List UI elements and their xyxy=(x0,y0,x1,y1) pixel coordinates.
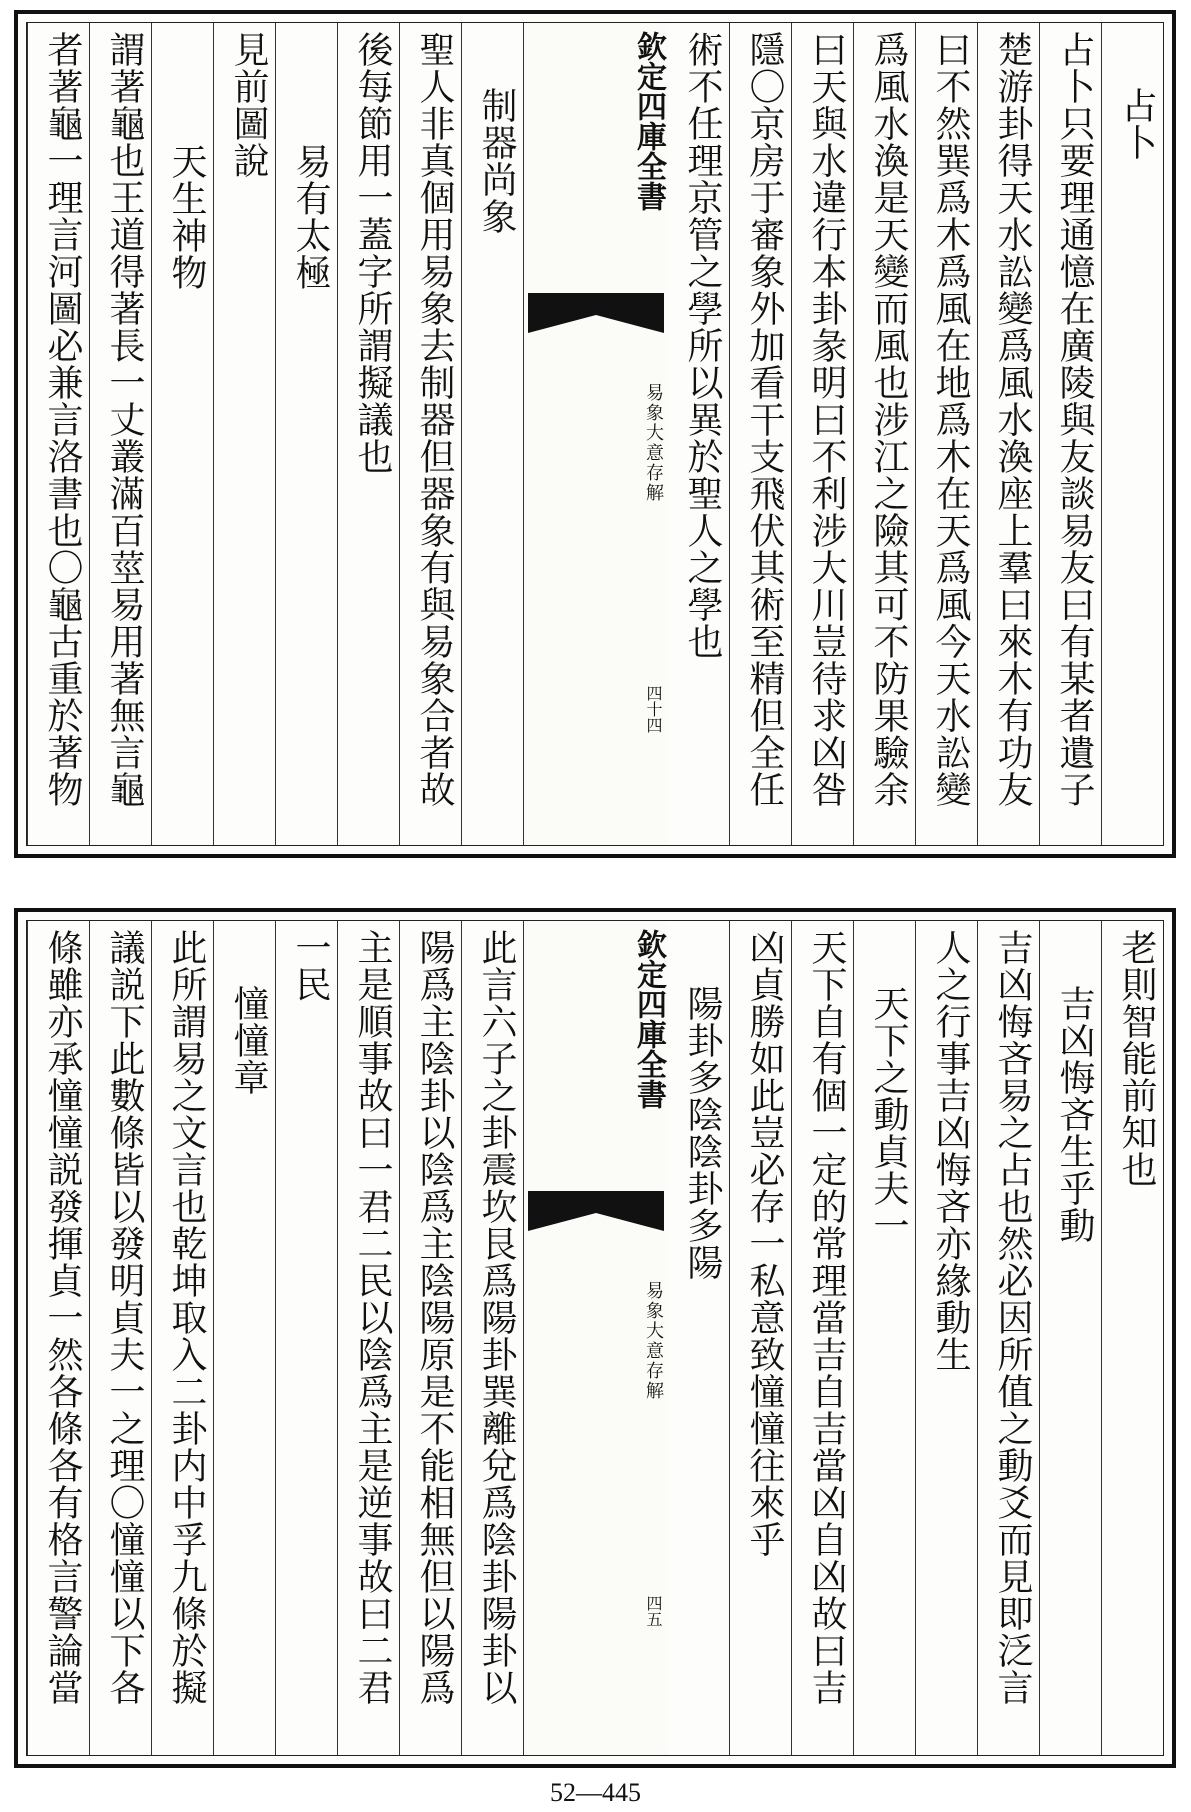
top-page-column-text: 天生神物 xyxy=(166,143,207,291)
top-page-column xyxy=(461,23,524,845)
bottom-page-column-text: 吉凶悔吝生乎動 xyxy=(1054,985,1095,1244)
bottom-page-gutter-book-title: 易象大意存解 xyxy=(643,1281,664,1401)
top-page-center-gutter xyxy=(523,23,668,845)
top-page-gutter-book-title: 易象大意存解 xyxy=(643,383,664,503)
bottom-page-column xyxy=(667,921,730,1755)
top-page-frame xyxy=(26,22,1164,846)
top-page-column-text: 術不任理京管之學所以異於聖人之學也 xyxy=(682,31,723,660)
bottom-page-column xyxy=(1101,921,1164,1755)
bottom-page-gutter-page-number: 四五 xyxy=(644,1595,663,1627)
top-page-column-text: 曰不然巽爲木爲風在地爲木在天爲風今天水訟變 xyxy=(930,31,971,808)
bottom-page-column-text: 陽爲主陰卦以陰爲主陰陽原是不能相無但以陽爲 xyxy=(414,929,455,1706)
bottom-page-column-text: 此所謂易之文言也乾坤取入二卦内中孚九條於擬 xyxy=(166,929,207,1706)
top-page-column-text: 見前圖說 xyxy=(228,31,269,179)
top-page-column xyxy=(151,23,214,845)
bottom-page-column xyxy=(791,921,854,1755)
bottom-page-column xyxy=(89,921,152,1755)
bottom-page-column xyxy=(27,921,90,1755)
bottom-page-column-text: 陽卦多陰陰卦多陽 xyxy=(682,985,723,1281)
bottom-page xyxy=(14,908,1176,1768)
top-page-column-text: 占卜只要理通憶在廣陵與友談易友曰有某者遺子 xyxy=(1054,31,1095,808)
top-page-column-text: 制器尚象 xyxy=(476,87,517,235)
top-page-column xyxy=(1101,23,1164,845)
top-page-column xyxy=(915,23,978,845)
top-page-column-text: 占卜 xyxy=(1116,87,1157,161)
bottom-page-column-text: 此言六子之卦震坎艮爲陽卦巽離兌爲陰卦陽卦以 xyxy=(476,929,517,1706)
bottom-page-column xyxy=(977,921,1040,1755)
top-page xyxy=(14,10,1176,858)
bottom-page-column-text: 憧憧章 xyxy=(228,985,269,1096)
bottom-page-column xyxy=(729,921,792,1755)
bottom-page-column xyxy=(399,921,462,1755)
bottom-page-column xyxy=(213,921,276,1755)
top-page-column xyxy=(275,23,338,845)
top-page-column-text: 爲風水渙是天變而風也涉江之險其可不防果驗余 xyxy=(868,31,909,808)
top-page-column xyxy=(27,23,90,845)
bottom-page-column-text: 凶貞勝如此豈必存一私意致憧憧往來乎 xyxy=(744,929,785,1558)
top-page-column-text: 謂著龜也王道得著長一丈叢滿百莖易用著無言龜 xyxy=(104,31,145,808)
bottom-page-column xyxy=(1039,921,1102,1755)
top-page-column xyxy=(791,23,854,845)
top-page-column-text: 曰天與水違行本卦彖明曰不利涉大川豈待求凶咎 xyxy=(806,31,847,808)
bottom-page-column-text: 老則智能前知也 xyxy=(1116,929,1157,1188)
bottom-page-column-text: 議説下此數條皆以發明貞夫一之理〇憧憧以下各 xyxy=(104,929,145,1706)
top-page-column xyxy=(853,23,916,845)
bottom-page-column xyxy=(151,921,214,1755)
top-page-column-text: 楚游卦得天水訟變爲風水渙座上羣曰來木有功友 xyxy=(992,31,1033,808)
bottom-page-column xyxy=(853,921,916,1755)
bottom-page-column-text: 吉凶悔吝易之占也然必因所值之動爻而見即泛言 xyxy=(992,929,1033,1706)
top-page-column-text: 隱〇京房于審象外加看干支飛伏其術至精但全任 xyxy=(744,31,785,808)
top-page-column-text: 易有太極 xyxy=(290,143,331,291)
top-page-column xyxy=(667,23,730,845)
bottom-page-gutter-title: 欽定四庫全書 xyxy=(631,929,666,1109)
top-page-column xyxy=(89,23,152,845)
bottom-page-column-text: 主是順事故曰一君二民以陰爲主是逆事故曰二君 xyxy=(352,929,393,1706)
top-page-column xyxy=(977,23,1040,845)
bottom-page-column xyxy=(915,921,978,1755)
bottom-page-column-text: 人之行事吉凶悔吝亦緣動生 xyxy=(930,929,971,1373)
bottom-page-frame xyxy=(26,920,1164,1756)
bottom-page-column xyxy=(461,921,524,1755)
page-footer-number: 52—445 xyxy=(550,1778,641,1807)
top-page-fishtail-ornament xyxy=(528,293,664,333)
bottom-page-fishtail-ornament xyxy=(528,1191,664,1231)
bottom-page-center-gutter xyxy=(523,921,668,1755)
top-page-column xyxy=(399,23,462,845)
top-page-gutter-title: 欽定四庫全書 xyxy=(631,31,666,211)
bottom-page-column xyxy=(275,921,338,1755)
bottom-page-column-text: 條雖亦承憧憧説發揮貞一然各條各有格言警論當 xyxy=(42,929,83,1706)
top-page-gutter-page-number: 四十四 xyxy=(644,685,663,733)
top-page-column xyxy=(729,23,792,845)
bottom-page-column-text: 一民 xyxy=(290,929,331,1003)
top-page-column-text: 聖人非真個用易象去制器但器象有與易象合者故 xyxy=(414,31,455,808)
top-page-column-text: 者著龜一理言河圖必兼言洛書也〇龜古重於著物 xyxy=(42,31,83,808)
top-page-column xyxy=(337,23,400,845)
top-page-column xyxy=(213,23,276,845)
top-page-column-text: 後每節用一蓋字所謂擬議也 xyxy=(352,31,393,475)
bottom-page-column xyxy=(337,921,400,1755)
bottom-page-column-text: 天下自有個一定的常理當吉自吉當凶自凶故曰吉 xyxy=(806,929,847,1706)
bottom-page-column-text: 天下之動貞夫一 xyxy=(868,985,909,1244)
top-page-column xyxy=(1039,23,1102,845)
